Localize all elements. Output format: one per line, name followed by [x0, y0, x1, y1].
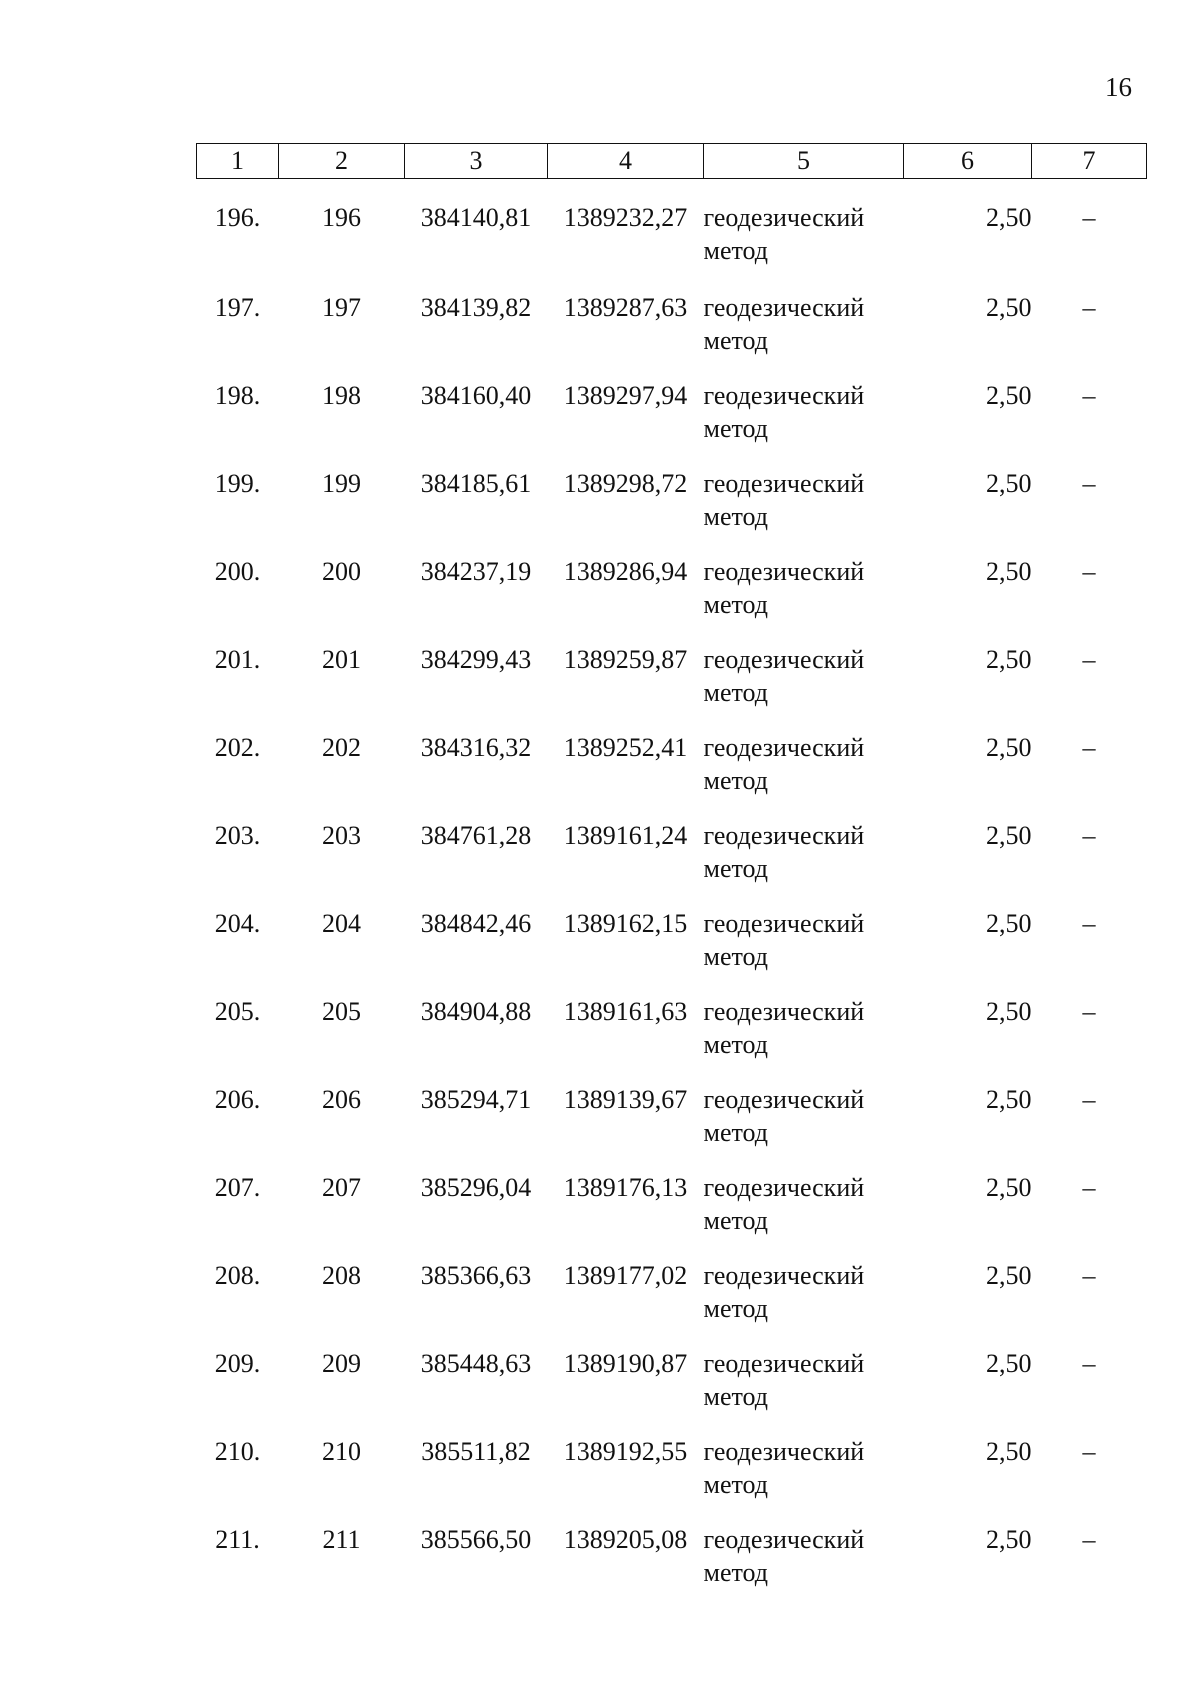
header-col-7: 7: [1032, 144, 1147, 179]
table-row: [197, 991, 1147, 1079]
method-line-2: метод: [703, 1205, 768, 1235]
precision-cell: 2,50: [986, 1348, 1032, 1378]
x-coordinate-cell: 385511,82: [421, 1436, 531, 1466]
row-number-cell: 200.: [214, 556, 261, 586]
x-coordinate-cell: 385294,71: [420, 1084, 532, 1114]
point-number-cell: 201: [322, 644, 361, 674]
header-col-5: 5: [704, 144, 904, 179]
method-cell: [704, 179, 904, 287]
point-number-cell: 203: [322, 820, 361, 850]
point-number-cell: 196: [322, 203, 361, 232]
y-coordinate-cell: 1389190,87: [563, 1348, 688, 1378]
note-cell: –: [1082, 1524, 1096, 1554]
table-body: [197, 179, 1147, 1607]
method-line-2: метод: [703, 1293, 768, 1323]
y-coordinate-cell: 1389232,27: [563, 203, 688, 232]
note-cell: –: [1082, 556, 1096, 586]
point-number-cell: 198: [322, 380, 361, 410]
precision-cell: 2,50: [986, 820, 1032, 850]
header-col-3: 3: [405, 144, 548, 179]
x-coordinate-cell: 384237,19: [420, 556, 532, 586]
row-number-cell: 203.: [214, 820, 261, 850]
coordinates-table: [196, 143, 1147, 1607]
method-cell: [704, 1167, 904, 1255]
method-line-2: метод: [703, 1469, 768, 1499]
x-coordinate-cell: 384316,32: [420, 732, 532, 762]
table-row: [197, 1167, 1147, 1255]
row-number-cell: 196.: [214, 203, 261, 232]
y-coordinate-cell: 1389205,08: [563, 1524, 688, 1554]
method-cell: [704, 903, 904, 991]
header-row: [197, 144, 1147, 179]
point-number-cell: 209: [322, 1348, 361, 1378]
header-col-1: 1: [197, 144, 279, 179]
point-number-cell: 205: [322, 996, 361, 1026]
x-coordinate-cell: 384139,82: [420, 292, 532, 322]
y-coordinate-cell: 1389259,87: [563, 644, 688, 674]
method-line-2: метод: [703, 236, 768, 265]
note-cell: –: [1082, 1436, 1096, 1466]
method-cell: [704, 287, 904, 375]
method-line-1: геодезический: [703, 1172, 865, 1202]
point-number-cell: 210: [322, 1436, 361, 1466]
row-number-cell: 197.: [214, 292, 261, 322]
y-coordinate-cell: 1389139,67: [563, 1084, 688, 1114]
method-line-1: геодезический: [703, 1436, 865, 1466]
table-row: [197, 1519, 1147, 1607]
precision-cell: 2,50: [986, 996, 1032, 1026]
table-row: [197, 1255, 1147, 1343]
method-cell: [704, 639, 904, 727]
x-coordinate-cell: 384904,88: [420, 996, 532, 1026]
method-line-1: геодезический: [703, 644, 865, 674]
row-number-cell: 204.: [214, 908, 261, 938]
table-row: [197, 815, 1147, 903]
method-line-1: геодезический: [703, 996, 865, 1026]
row-number-cell: 201.: [214, 644, 261, 674]
point-number-cell: 197: [322, 292, 361, 322]
precision-cell: 2,50: [986, 1084, 1032, 1114]
header-col-4: 4: [548, 144, 704, 179]
method-line-2: метод: [703, 413, 768, 443]
row-number-cell: 205.: [214, 996, 261, 1026]
precision-cell: 2,50: [986, 908, 1032, 938]
method-line-1: геодезический: [703, 292, 865, 322]
y-coordinate-cell: 1389287,63: [563, 292, 688, 322]
x-coordinate-cell: 385366,63: [420, 1260, 532, 1290]
table-row: [197, 727, 1147, 815]
point-number-cell: 202: [322, 732, 361, 762]
note-cell: –: [1082, 1084, 1096, 1114]
note-cell: –: [1082, 468, 1096, 498]
precision-cell: 2,50: [986, 380, 1032, 410]
row-number-cell: 208.: [214, 1260, 261, 1290]
method-cell: [704, 815, 904, 903]
point-number-cell: 207: [322, 1172, 361, 1202]
x-coordinate-cell: 384761,28: [420, 820, 532, 850]
method-cell: [704, 727, 904, 815]
row-number-cell: 207.: [214, 1172, 261, 1202]
method-line-2: метод: [703, 589, 768, 619]
note-cell: –: [1082, 203, 1096, 232]
point-number-cell: 199: [322, 468, 361, 498]
precision-cell: 2,50: [986, 292, 1032, 322]
method-line-1: геодезический: [703, 732, 865, 762]
table-row: [197, 1343, 1147, 1431]
precision-cell: 2,50: [986, 1172, 1032, 1202]
table-row: [197, 287, 1147, 375]
note-cell: –: [1082, 996, 1096, 1026]
precision-cell: 2,50: [986, 556, 1032, 586]
method-line-2: метод: [703, 1381, 768, 1411]
y-coordinate-cell: 1389297,94: [563, 380, 688, 410]
method-line-2: метод: [703, 853, 768, 883]
method-line-1: геодезический: [703, 468, 865, 498]
row-number-cell: 199.: [214, 468, 261, 498]
note-cell: –: [1082, 1172, 1096, 1202]
x-coordinate-cell: 385296,04: [420, 1172, 532, 1202]
method-line-1: геодезический: [703, 380, 865, 410]
method-cell: [704, 1343, 904, 1431]
x-coordinate-cell: 384299,43: [420, 644, 532, 674]
row-number-cell: 209.: [214, 1348, 261, 1378]
method-line-1: геодезический: [703, 1084, 865, 1114]
point-number-cell: 208: [322, 1260, 361, 1290]
method-line-2: метод: [703, 677, 768, 707]
point-number-cell: 204: [322, 908, 361, 938]
method-line-1: геодезический: [703, 1348, 865, 1378]
table-row: [197, 903, 1147, 991]
note-cell: –: [1082, 644, 1096, 674]
page-number: 16: [1105, 72, 1132, 102]
header-col-6: 6: [904, 144, 1032, 179]
method-line-1: геодезический: [703, 556, 865, 586]
method-line-1: геодезический: [703, 1524, 865, 1554]
method-line-1: геодезический: [703, 908, 865, 938]
precision-cell: 2,50: [986, 644, 1032, 674]
precision-cell: 2,50: [986, 732, 1032, 762]
y-coordinate-cell: 1389177,02: [563, 1260, 688, 1290]
method-line-2: метод: [703, 1117, 768, 1147]
y-coordinate-cell: 1389298,72: [563, 468, 688, 498]
point-number-cell: 211: [322, 1524, 361, 1554]
method-line-2: метод: [703, 765, 768, 795]
x-coordinate-cell: 385566,50: [420, 1524, 532, 1554]
precision-cell: 2,50: [986, 203, 1032, 232]
table-row: [197, 639, 1147, 727]
method-line-2: метод: [703, 1029, 768, 1059]
note-cell: –: [1082, 1260, 1096, 1290]
method-cell: [704, 1431, 904, 1519]
method-cell: [704, 1519, 904, 1607]
method-line-1: геодезический: [703, 1260, 865, 1290]
method-line-1: геодезический: [703, 203, 865, 232]
row-number-cell: 198.: [214, 380, 261, 410]
note-cell: –: [1082, 1348, 1096, 1378]
method-line-2: метод: [703, 941, 768, 971]
table-row: [197, 1431, 1147, 1519]
x-coordinate-cell: 384160,40: [420, 380, 532, 410]
method-line-1: геодезический: [703, 820, 865, 850]
method-line-2: метод: [703, 325, 768, 355]
method-cell: [704, 463, 904, 551]
y-coordinate-cell: 1389192,55: [563, 1436, 688, 1466]
note-cell: –: [1082, 292, 1096, 322]
y-coordinate-cell: 1389161,63: [563, 996, 688, 1026]
precision-cell: 2,50: [986, 468, 1032, 498]
note-cell: –: [1082, 732, 1096, 762]
table-row: [197, 551, 1147, 639]
x-coordinate-cell: 385448,63: [420, 1348, 532, 1378]
precision-cell: 2,50: [986, 1524, 1032, 1554]
row-number-cell: 211.: [215, 1524, 260, 1554]
y-coordinate-cell: 1389162,15: [563, 908, 688, 938]
precision-cell: 2,50: [986, 1436, 1032, 1466]
y-coordinate-cell: 1389176,13: [563, 1172, 688, 1202]
y-coordinate-cell: 1389161,24: [563, 820, 688, 850]
method-cell: [704, 375, 904, 463]
method-cell: [704, 1079, 904, 1167]
table-header: [197, 144, 1147, 179]
note-cell: –: [1082, 820, 1096, 850]
method-line-2: метод: [703, 501, 768, 531]
note-cell: –: [1082, 380, 1096, 410]
row-number-cell: 202.: [214, 732, 261, 762]
table-row: [197, 375, 1147, 463]
note-cell: –: [1082, 908, 1096, 938]
precision-cell: 2,50: [986, 1260, 1032, 1290]
y-coordinate-cell: 1389286,94: [563, 556, 688, 586]
x-coordinate-cell: 384842,46: [420, 908, 532, 938]
x-coordinate-cell: 384140,81: [420, 203, 532, 232]
table-row: [197, 463, 1147, 551]
row-number-cell: 206.: [214, 1084, 261, 1114]
method-cell: [704, 1255, 904, 1343]
method-cell: [704, 551, 904, 639]
method-line-2: метод: [703, 1557, 768, 1587]
method-cell: [704, 991, 904, 1079]
y-coordinate-cell: 1389252,41: [563, 732, 688, 762]
table-row: [197, 1079, 1147, 1167]
point-number-cell: 206: [322, 1084, 361, 1114]
x-coordinate-cell: 384185,61: [420, 468, 532, 498]
table-row: [197, 179, 1147, 287]
point-number-cell: 200: [322, 556, 361, 586]
header-col-2: 2: [279, 144, 405, 179]
row-number-cell: 210.: [214, 1436, 261, 1466]
